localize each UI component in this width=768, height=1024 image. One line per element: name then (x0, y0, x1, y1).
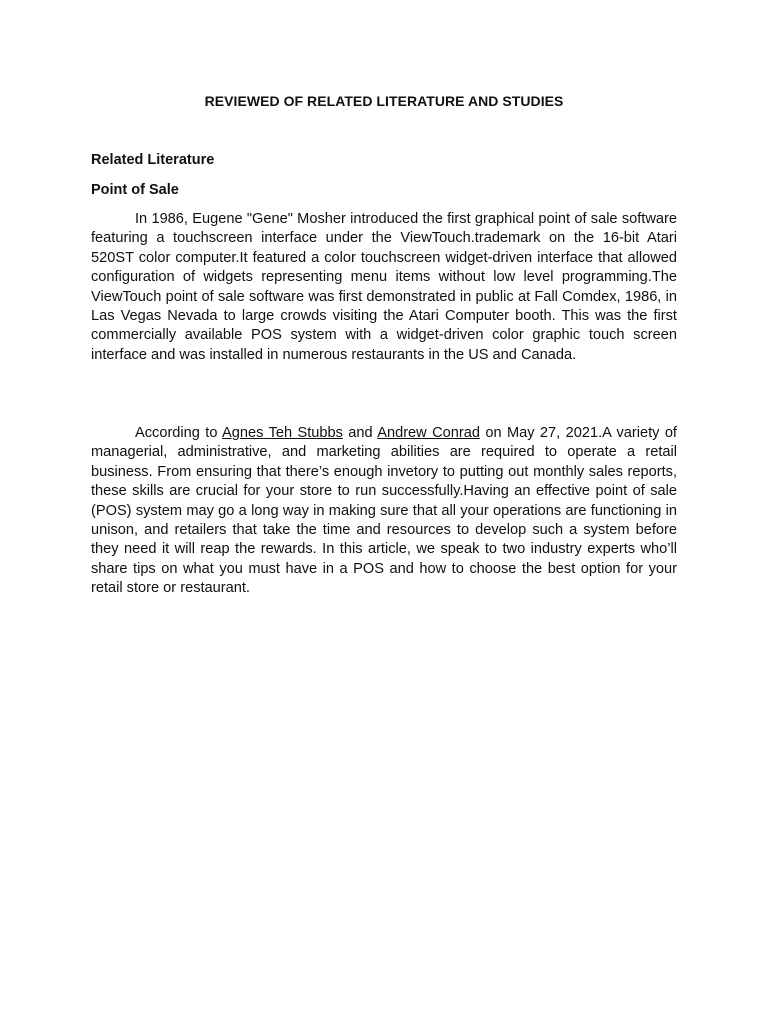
author-link-andrew-conrad[interactable]: Andrew Conrad (377, 425, 480, 441)
document-title: REVIEWED OF RELATED LITERATURE AND STUDIES (204, 93, 564, 109)
paragraph-pos-importance (91, 424, 677, 599)
author-link-agnes-teh-stubbs[interactable]: Agnes Teh Stubbs (222, 425, 343, 441)
subsection-heading: Point of Sale (91, 182, 179, 198)
section-heading: Related Literature (91, 152, 215, 168)
paragraph-intro-text: According to (135, 425, 223, 441)
paragraph-body-text: on May 27, 2021.A variety of managerial, administrative, and marketing abilities are required to operate a retail business. From ensuring that there’s enough invetory to putting out monthly sales reports, these skills are crucial for your store to run successfully.Having an effective point of sale (POS) system may go a long way in making sure that all your operations are functioning in unison, and retailers that take the time and resources to develop such a system before they need it will reap the rewards. In this article, we speak to two industry experts who’ll share tips on what you must have in a POS and how to choose the best option for your retail store or restaurant. (91, 425, 677, 597)
paragraph-conjunction-text: and (342, 425, 378, 441)
paragraph-point-of-sale-history: In 1986, Eugene "Gene" Mosher introduced the first graphical point of sale software featuring a touchscreen interface under the ViewTouch.trademark on the 16-bit Atari 520ST color computer.It featured a color touchscreen widget-driven interface that allowed configuration of widgets representing menu items without low level programming.The ViewTouch point of sale software was first demonstrated in public at Fall Comdex, 1986, in Las Vegas Nevada to large crowds visiting the Atari Computer booth. This was the first commercially available POS system with a widget-driven color graphic touch screen interface and was installed in numerous restaurants in the US and Canada. (91, 211, 677, 363)
